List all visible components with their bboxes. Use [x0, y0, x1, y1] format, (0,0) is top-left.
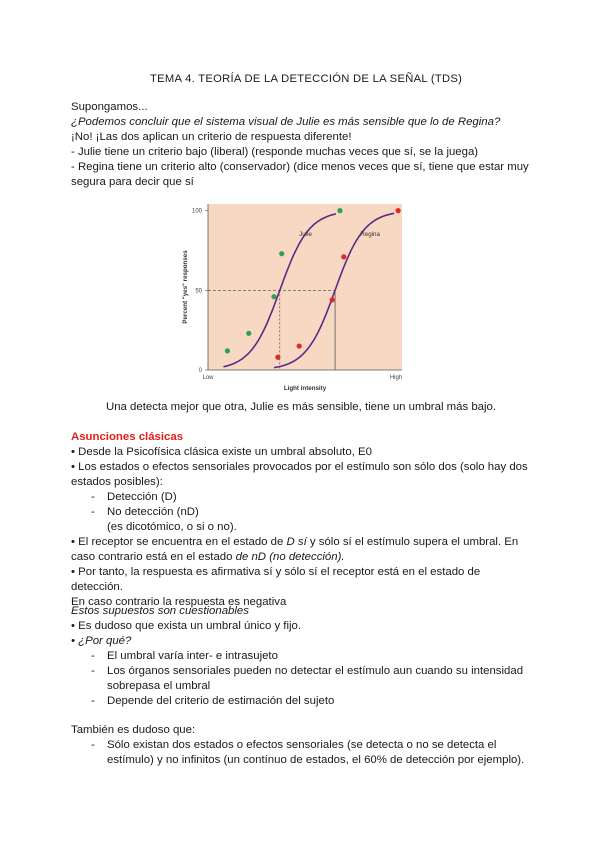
- dash-item-cont: estímulo) y no infinitos (un contínuo de estados, el 60% de detección por ejemplo).: [107, 754, 525, 766]
- y-tick-label: 50: [195, 288, 202, 295]
- bullet: • Por tanto, la respuesta es afirmativa sí y sólo sí el receptor está en el estado de detección.: [71, 566, 481, 593]
- chart-plot-background: [208, 204, 402, 370]
- bullet: • Desde la Psicofísica clásica existe un umbral absoluto, E0: [71, 446, 372, 458]
- series-label: Regina: [360, 231, 380, 239]
- bullet: [71, 535, 533, 550]
- dash-item: - No detección (nD): [71, 505, 533, 520]
- dash-item: - Sólo existan dos estados o efectos sensoriales (se detecta o no se detecta el: [71, 738, 533, 753]
- intro-line: ¡No! ¡Las dos aplican un criterio de respuesta diferente!: [71, 131, 352, 143]
- indented-note: (es dicotómico, o si o no).: [107, 521, 237, 533]
- series-label: Julie: [299, 231, 312, 239]
- x-axis-label: Light intensity: [283, 385, 327, 392]
- bullet-cont: En caso contrario la respuesta es negativa: [71, 596, 287, 608]
- data-point-julie: [337, 208, 342, 213]
- bullet-text: y sólo sí el estímulo supera el umbral. En: [306, 536, 519, 548]
- section-also-doubtful: [71, 723, 533, 768]
- x-tick-label: Low: [202, 375, 214, 381]
- bullet-text: • El receptor se encuentra en el estado de: [71, 536, 287, 548]
- data-point-regina: [341, 254, 346, 259]
- y-tick-label: 0: [198, 368, 202, 374]
- intro-question: ¿Podemos concluir que el sistema visual de Julie es más sensible que lo de Regina?: [71, 116, 501, 128]
- chart-caption: Una detecta mejor que otra, Julie es más sensible, tiene un umbral más bajo.: [106, 401, 497, 413]
- data-point-regina: [275, 355, 280, 360]
- bullet-italic: D sí: [286, 536, 307, 548]
- dash-item: - El umbral varía inter- e intrasujeto: [71, 649, 533, 664]
- intro-line: - Julie tiene un criterio bajo (liberal) (responde muchas veces que sí, se la juega): [71, 146, 479, 158]
- data-point-regina: [330, 297, 335, 302]
- bullet: • Es dudoso que exista un umbral único y fijo.: [71, 620, 302, 632]
- data-point-julie: [246, 331, 251, 336]
- y-tick-label: 100: [191, 208, 202, 215]
- data-point-julie: [225, 348, 230, 353]
- bullet: • ¿Por qué?: [71, 635, 132, 647]
- data-point-julie: [279, 251, 284, 256]
- intro-block: [71, 100, 533, 190]
- section-questionable: [71, 604, 533, 709]
- section-heading: Asunciones clásicas: [71, 431, 184, 443]
- bullet-text: caso contrario está en el estado: [71, 551, 236, 563]
- x-tick-label: High: [389, 375, 403, 381]
- section-classic-assumptions: [71, 430, 533, 610]
- bullet-cont: estados posibles):: [71, 476, 163, 488]
- intro-line: Supongamos...: [71, 101, 148, 113]
- bullet-italic: de nD (no detección).: [235, 551, 345, 563]
- page-title: TEMA 4. TEORÍA DE LA DETECCIÓN DE LA SEÑAL (TDS): [150, 73, 463, 85]
- data-point-regina: [297, 343, 302, 348]
- data-point-julie: [271, 294, 276, 299]
- bullet-cont: [71, 550, 533, 565]
- psychometric-chart: [176, 196, 416, 396]
- y-axis-label: Percent "yes" responses: [182, 250, 189, 324]
- dash-item: - Los órganos sensoriales pueden no detectar el estímulo aun cuando su intensidad: [71, 664, 533, 679]
- section-intro: También es dudoso que:: [71, 724, 196, 736]
- dash-item: - Detección (D): [71, 490, 533, 505]
- dash-item: - Depende del criterio de estimación del sujeto: [71, 694, 533, 709]
- bullet: • Los estados o efectos sensoriales provocados por el estímulo son sólo dos (solo hay dos: [71, 461, 528, 473]
- dash-item-cont: sobrepasa el umbral: [107, 680, 211, 692]
- data-point-regina: [396, 208, 401, 213]
- intro-line: segura para decir que sí: [71, 176, 194, 188]
- intro-line: - Regina tiene un criterio alto (conservador) (dice menos veces que sí, tiene que estar muy: [71, 161, 529, 173]
- section-heading: Estos supuestos son cuestionables: [71, 605, 249, 617]
